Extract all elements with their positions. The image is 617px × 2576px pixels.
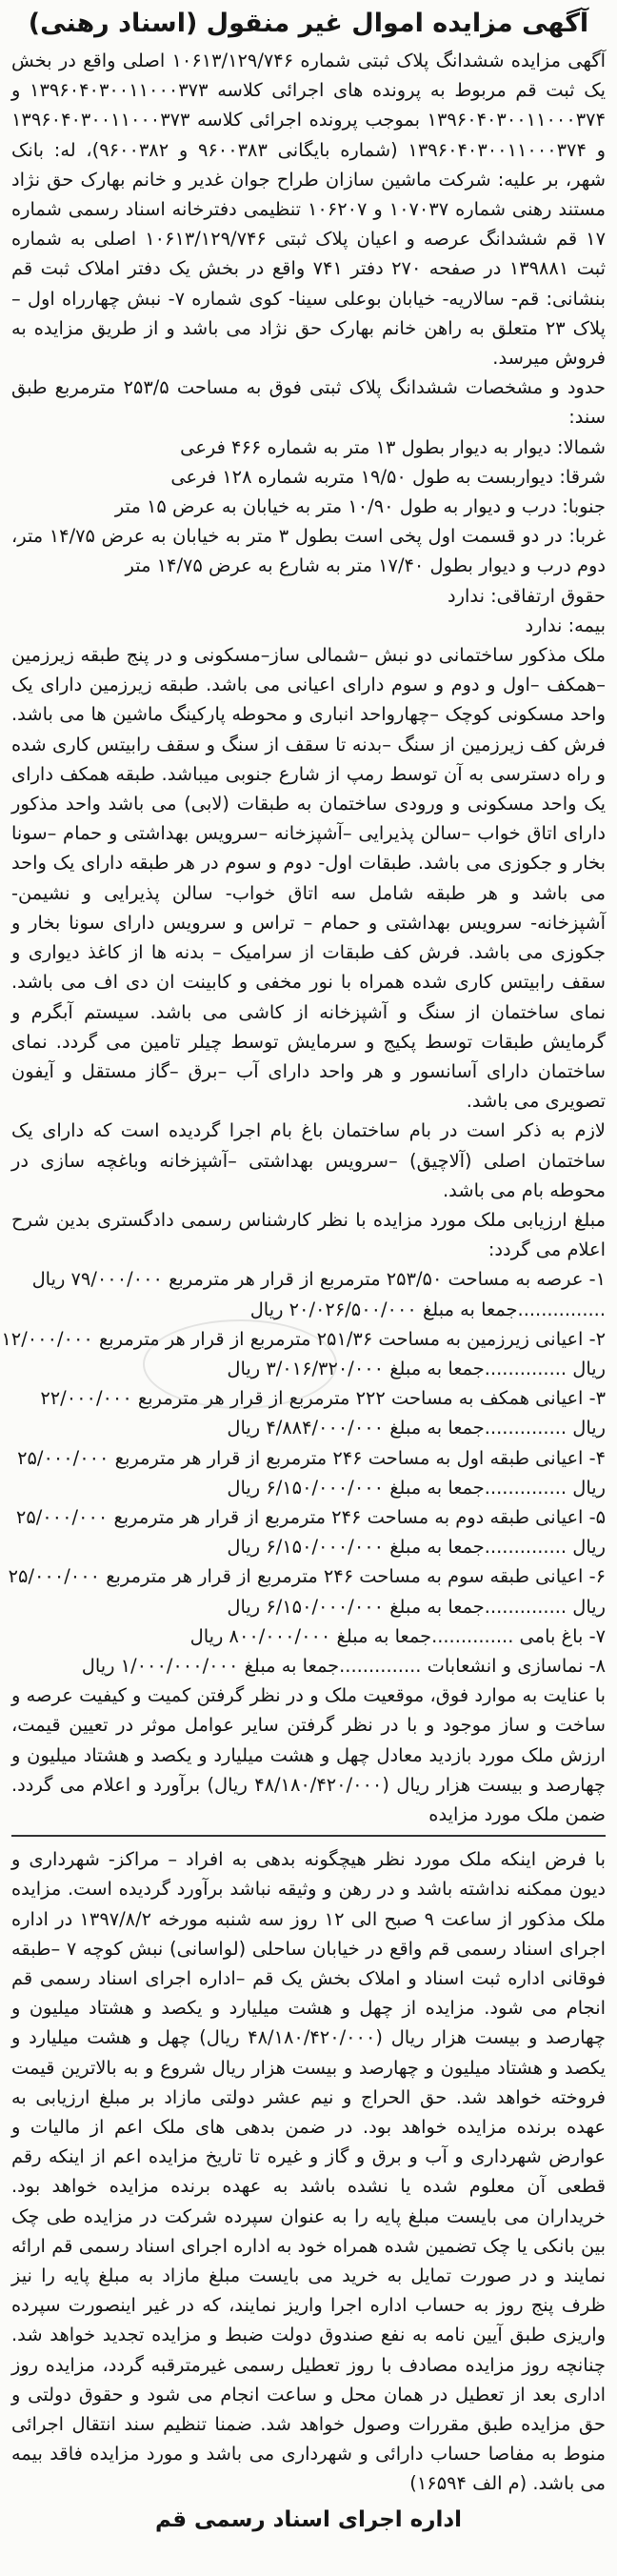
valuation-line: ۶- اعیانی طبقه سوم به مساحت ۲۴۶ مترمربع از قرار هر مترمربع ۲۵/۰۰۰/۰۰۰ <box>8 1565 606 1588</box>
boundary-west: غربا: در دو قسمت اول پخی است بطول ۳ متر به خیابان به عرض ۱۴/۷۵ متر، دوم درب و دیوار بطول ۱۷/۴۰ متر به شارع به عرض ۱۴/۷۵ متر <box>11 525 607 577</box>
roof-garden-note: لازم به ذکر است در بام ساختمان باغ بام اجرا گردیده است که دارای یک ساختمان اصلی (آلاچیق) –سرویس بهداشتی –آشپزخانه وباغچه سازی در محوطه بام می باشد. <box>11 1119 606 1201</box>
boundaries-intro: حدود و مشخصات ششدانگ پلاک ثبتی فوق به مساحت ۲۵۳/۵ مترمربع طبق سند: <box>11 376 606 429</box>
valuation-line: ریال ..............جمعا به مبلغ ۴/۸۸۴/۰۰۰/۰۰۰ ریال <box>227 1417 606 1439</box>
valuation-line: ۵- اعیانی طبقه دوم به مساحت ۲۴۶ مترمربع از قرار هر مترمربع ۲۵/۰۰۰/۰۰۰ <box>15 1505 606 1528</box>
valuation-line: ۴- اعیانی طبقه اول به مساحت ۲۴۶ مترمربع از قرار هر مترمربع ۲۵/۰۰۰/۰۰۰ <box>17 1446 606 1469</box>
insurance-text: بیمه: ندارد <box>525 614 606 636</box>
boundary-east: شرقا: دیواربست به طول ۱۹/۵۰ متربه شماره ۱۲۸ فرعی <box>170 465 606 488</box>
valuation-line: ۸- نماسازی و انشعابات ..............جمعا به مبلغ ۱/۰۰۰/۰۰۰/۰۰۰ ریال <box>81 1654 606 1677</box>
boundary-north: شمالا: دیوار به دیوار بطول ۱۳ متر به شماره ۴۶۶ فرعی <box>180 435 606 458</box>
valuation-line: ریال ..............جمعا به مبلغ ۳/۰۱۶/۳۲۰/۰۰۰ ریال <box>227 1357 606 1379</box>
easement-text: حقوق ارتفاقی: ندارد <box>448 584 606 607</box>
valuation-intro: مبلغ ارزیابی ملک مورد مزایده با نظر کارشناس رسمی دادگستری بدین شرح اعلام می گردد: <box>11 1208 606 1261</box>
valuation-summary: با عنایت به موارد فوق، موقعیت ملک و در نظر گرفتن کمیت و کیفیت عرصه و ساخت و ساز موجود و با در نظر گرفتن سایر عوامل موثر در تعیین قیمت، ارزش ملک مورد بازدید معادل چهل و هشت میلیارد و یکصد و هشتاد میلیون و چهارصد و بیست هزار ریال (۴۸/۱۸۰/۴۲۰/۰۰۰ ریال) برآورد و اعلام می گردد. ضمن ملک مورد مزایده <box>11 1684 606 1825</box>
valuation-line: ۷- باغ بامی ..............جمعا به مبلغ ۸۰۰/۰۰۰/۰۰۰ ریال <box>189 1624 606 1647</box>
boundary-south: جنوبا: درب و دیوار به طول ۱۰/۹۰ متر به خیابان به عرض ۱۵ متر <box>114 495 606 518</box>
valuation-list <box>1 1264 606 1680</box>
valuation-line: ۱- عرصه به مساحت ۲۵۳/۵۰ مترمربع از قرار هر مترمربع ۷۹/۰۰۰/۰۰۰ ریال <box>31 1268 606 1291</box>
valuation-line: ۳- اعیانی همکف به مساحت ۲۲۲ مترمربع از قرار هر مترمربع ۲۲/۰۰۰/۰۰۰ <box>40 1387 606 1410</box>
auction-conditions: با فرض اینکه ملک مورد نظر هیچگونه بدهی به افراد – مراکز- شهرداری و دیون ممکنه نداشته باشد و در رهن و وثیقه نباشد برآورد گردیده است. مزایده ملک مذکور از ساعت ۹ صبح الی ۱۲ روز سه شنبه مورخه ۱۳۹۷/۸/۲ در اداره اجرای اسناد رسمی قم واقع در خیابان ساحلی (لواسانی) نبش کوچه ۷ –طبقه فوقانی اداره ثبت اسناد و املاک بخش یک قم –اداره اجرای اسناد رسمی قم انجام می شود. مزایده از چهل و هشت میلیارد و یکصد و هشتاد میلیون و چهارصد و بیست هزار ریال (۴۸/۱۸۰/۴۲۰/۰۰۰ ریال) چهل و هشت میلیارد و یکصد و هشتاد میلیون و چهارصد و بیست هزار ریال شروع و به بالاترین قیمت فروخته خواهد شد. حق الحراج و نیم عشر دولتی مازاد بر مبلغ ارزیابی به عهده برنده مزایده خواهد بود. در ضمن بدهی های ملک اعم از مالیات و عوارض شهرداری و آب و برق و گاز و غیره تا تاریخ مزایده اعم از اینکه رقم قطعی آن معلوم شده یا نشده باشد به عهده برنده مزایده خواهد بود. خریداران می بایست مبلغ پایه را به عنوان سپرده شرکت در مزایده طی چک بین بانکی یا چک تضمین شده همراه خود به اداره اجرای اسناد رسمی قم ارائه نمایند و در صورت تمایل به خرید می بایست مبلغ مازاد به مبلغ پایه را نیز ظرف پنج روز به حساب اداره اجرا واریز نمایند، که در غیر اینصورت سپرده واریزی طبق آیین نامه به نفع صندوق دولت ضبط و مزایده تجدید خواهد شد. چنانچه روز مزایده مصادف با روز تعطیل رسمی غیرمترقبه گردد، مزایده روز اداری بعد از تعطیل در همان محل و ساعت انجام می شود و حقوق دولتی و حق مزایده طبق مقررات وصول خواهد شد. ضمنا تنظیم سند انتقال اجرائی منوط به مفاصا حساب دارائی و شهرداری می باشد و مورد مزایده فاقد بیمه می باشد. (م الف ۱۶۵۹۴) <box>11 1848 606 2495</box>
boundary-list <box>11 433 606 522</box>
valuation-line: ۲- اعیانی زیرزمین به مساحت ۲۵۱/۳۶ مترمربع از قرار هر مترمربع ۱۲/۰۰۰/۰۰۰ <box>1 1327 606 1350</box>
issuer-signature: اداره اجرای اسناد رسمی قم <box>154 2506 463 2532</box>
intro-paragraph: آگهی مزایده ششدانگ پلاک ثبتی شماره ۱۰۶۱۳/۱۲۹/۷۴۶ اصلی واقع در بخش یک ثبت قم مربوط به پرونده های اجرائی کلاسه ۱۳۹۶۰۴۰۳۰۰۱۱۰۰۰۳۷۳ و ۱۳۹۶۰۴۰۳۰۰۱۱۰۰۰۳۷۴ بموجب پرونده اجرائی کلاسه ۱۳۹۶۰۴۰۳۰۰۱۱۰۰۰۳۷۳ و ۱۳۹۶۰۴۰۳۰۰۱۱۰۰۰۳۷۴ (شماره بایگانی ۹۶۰۰۳۸۳ و ۹۶۰۰۳۸۲)، له: بانک شهر، بر علیه: شرکت ماشین سازان طراح جوان غدیر و خانم بهارک حق نژاد مستند رهنی شماره ۱۰۷۰۳۷ و ۱۰۶۲۰۷ تنظیمی دفترخانه اسناد رسمی شماره ۱۷ قم ششدانگ عرصه و اعیان پلاک ثبتی ۱۰۶۱۳/۱۲۹/۷۴۶ اصلی به شماره ثبت ۱۳۹۸۸۱ در صفحه ۲۷۰ دفتر ۷۴۱ واقع در بخش یک دفتر املاک ثبت قم بنشانی: قم- سالاریه- خیابان بوعلی سینا- کوی شماره ۷- نبش چهارراه اول – پلاک ۲۳ متعلق به راهن خانم بهارک حق نژاد می باشد و از طریق مزایده به فروش میرسد. <box>11 50 607 370</box>
valuation-line: ریال ..............جمعا به مبلغ ۶/۱۵۰/۰۰۰/۰۰۰ ریال <box>227 1595 606 1618</box>
valuation-line: ریال ..............جمعا به مبلغ ۶/۱۵۰/۰۰۰/۰۰۰ ریال <box>227 1476 606 1499</box>
valuation-line: ...............جمعا به مبلغ ۲۰/۰۲۶/۵۰۰/۰۰۰ ریال <box>249 1298 606 1320</box>
valuation-line: ریال ..............جمعا به مبلغ ۶/۱۵۰/۰۰۰/۰۰۰ ریال <box>227 1536 606 1559</box>
building-description: ملک مذکور ساختمانی دو نبش –شمالی ساز–مسکونی و در پنج طبقه زیرزمین –همکف –اول و دوم و سوم دارای اعیانی می باشد. طبقه زیرزمین دارای یک واحد مسکونی کوچک –چهارواحد انباری و محوطه پارکینگ ماشین ها می باشد. فرش کف زیرزمین از سنگ –بدنه تا سقف از سنگ و سقف رابیتس کاری شده و راه دسترسی به آن توسط رمپ از شارع جنوبی میباشد. طبقه همکف دارای یک واحد مسکونی و ورودی ساختمان به طبقات (لابی) می باشد واحد مذکور دارای اتاق خواب –سالن پذیرایی –آشپزخانه –سرویس بهداشتی و حمام –سونا بخار و جکوزی می باشد. طبقات اول- دوم و سوم در هر طبقه دارای یک واحد می باشد و هر طبقه شامل سه اتاق خواب- سالن پذیرایی و نشیمن- آشپزخانه- سرویس بهداشتی و حمام – تراس و سرویس دارای سونا بخار و جکوزی می باشد. فرش کف طبقات از سرامیک – بدنه ها از کاغذ دیواری و سقف رابیتس کاری شده همراه با نور مخفی و کابینت ان دی اف می باشد. نمای ساختمان از سنگ و آشپزخانه از کاشی می باشد. سیستم آبگرم و گرمایش طبقات توسط پکیج و سرمایش توسط چیلر تامین می گردد. نمای ساختمان دارای آسانسور و هر واحد دارای آب –برق –گاز مستقل و آیفون تصویری می باشد. <box>11 644 606 1113</box>
column-divider <box>11 1835 606 1837</box>
notice-title: آگهی مزایده اموال غیر منقول (اسناد رهنی) <box>28 9 589 38</box>
